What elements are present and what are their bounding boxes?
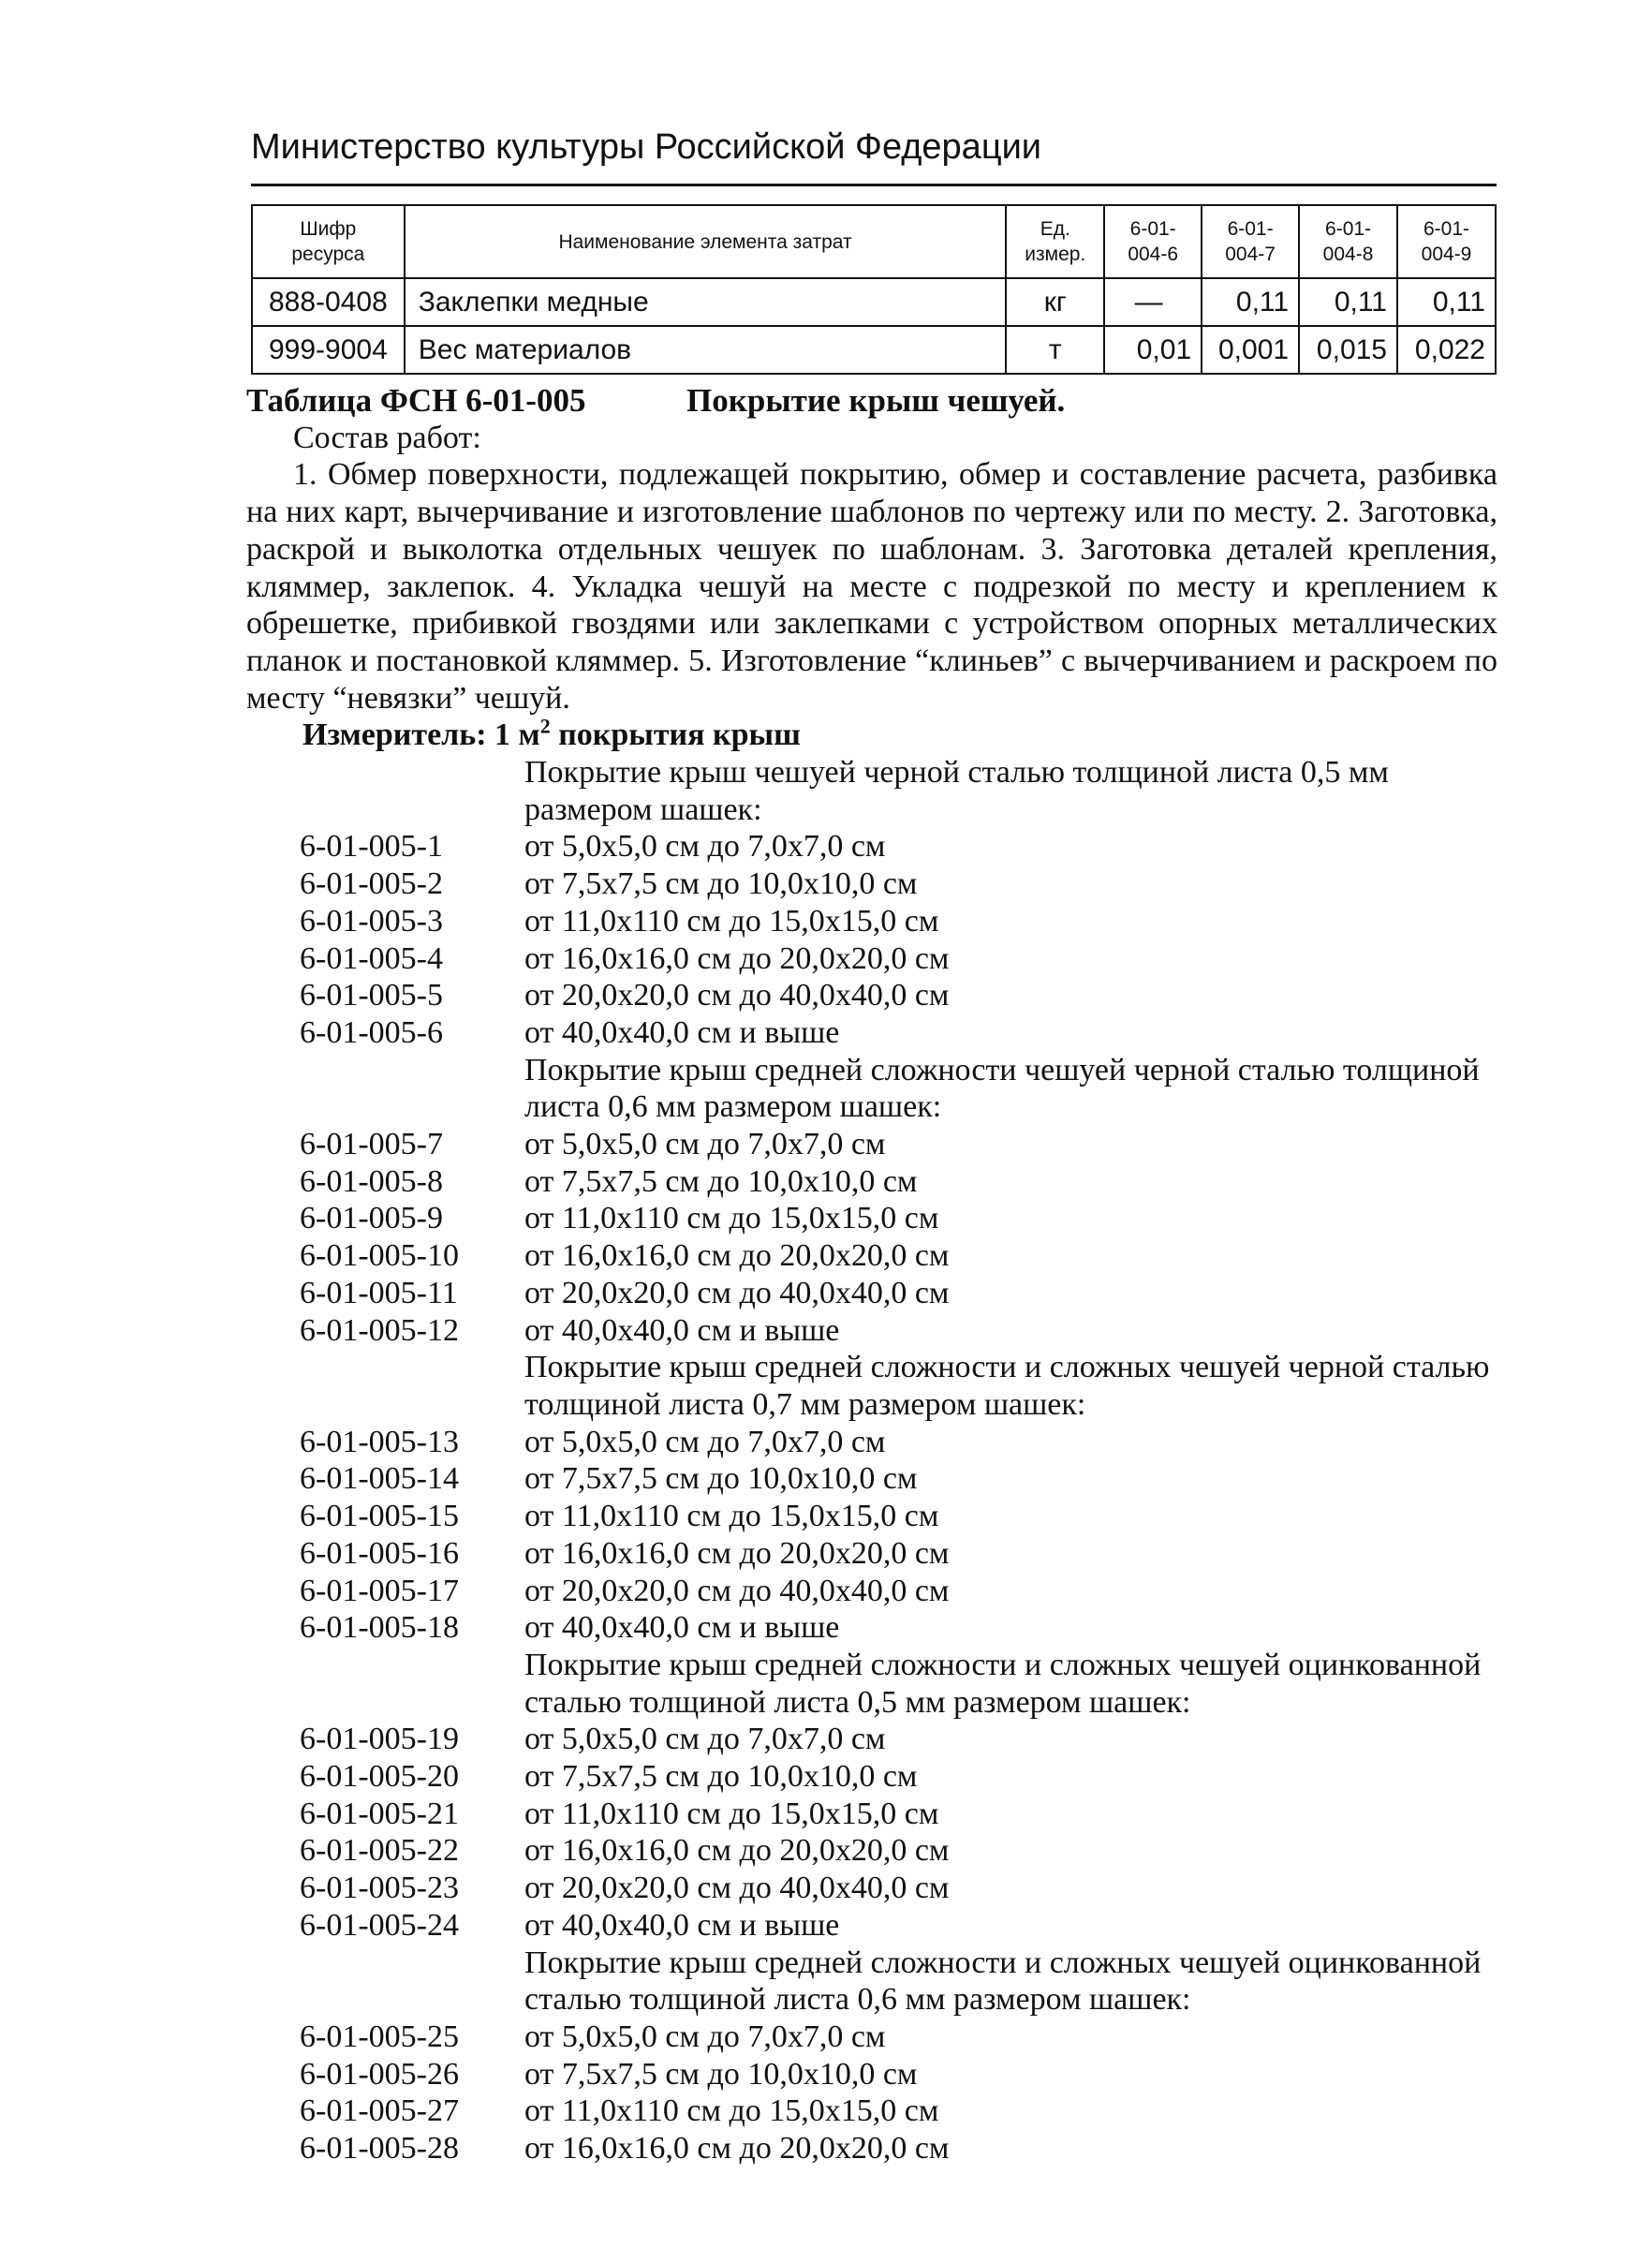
list-item [246,1870,1497,1907]
list-item [246,1200,1497,1237]
measure-prefix: Измеритель: 1 м [302,717,540,753]
group-title: Покрытие крыш средней сложности и сложных чешуей оцинкованной сталью толщиной листа 0,6 мм размером шашек: [524,1945,1482,2018]
rate-code: 6-01-005-11 [300,1275,458,1310]
rate-description: от 16,0x16,0 см до 20,0x20,0 см [524,2131,950,2167]
rate-code: 6-01-005-14 [300,1461,459,1497]
table-row [252,326,1496,374]
section-title: Покрытие крыш чешуей. [686,382,1066,419]
composition-label: Состав работ: [293,420,481,455]
resource-code: 888-0408 [252,278,405,326]
rate-description: от 11,0x110 см до 15,0x15,0 см [524,1201,939,1236]
header-rule [251,184,1497,186]
table-header-row [252,205,1496,278]
value-004-8: 0,015 [1299,326,1397,374]
col-header-code: Шифр ресурса [252,205,405,278]
rate-description: от 20,0x20,0 см до 40,0x40,0 см [524,1871,950,1906]
resource-table [251,204,1497,375]
measure-line [246,717,1497,754]
rate-description: от 11,0x110 см до 15,0x15,0 см [524,1499,939,1534]
page-header: Министерство культуры Российской Федерации [251,127,1042,167]
rate-code: 6-01-005-24 [300,1907,459,1943]
table-row [252,278,1496,326]
rate-description: от 7,5x7,5 см до 10,0x10,0 см [524,1163,918,1199]
rate-code: 6-01-005-8 [300,1163,443,1199]
resource-unit: т [1006,326,1104,374]
value-004-7: 0,001 [1202,326,1299,374]
list-item [246,1460,1497,1498]
resource-code: 999-9004 [252,326,405,374]
resource-name: Вес материалов [405,326,1007,374]
rate-code: 6-01-005-7 [300,1127,443,1162]
group-title: Покрытие крыш чешуей черной сталью толщиной листа 0,5 мм размером шашек: [524,755,1389,827]
col-header-name: Наименование элемента затрат [405,205,1007,278]
list-item [246,940,1497,978]
col-header-004-8: 6-01- 004-8 [1299,205,1397,278]
section-title-line [246,382,1497,420]
group-title: Покрытие крыш средней сложности чешуей черной сталью толщиной листа 0,6 мм размером шашек: [524,1052,1480,1125]
list-item [246,1498,1497,1535]
rate-code: 6-01-005-19 [300,1722,459,1757]
list-item [246,1758,1497,1796]
group-title: Покрытие крыш средней сложности и сложных чешуей оцинкованной сталью толщиной листа 0,5 мм размером шашек: [524,1647,1482,1720]
list-item [246,1832,1497,1870]
list-item [246,1535,1497,1573]
rate-description: от 20,0x20,0 см до 40,0x40,0 см [524,978,950,1013]
rate-description: от 7,5x7,5 см до 10,0x10,0 см [524,866,918,902]
rate-code: 6-01-005-10 [300,1238,459,1274]
rate-code: 6-01-005-21 [300,1796,459,1831]
rate-description: от 16,0x16,0 см до 20,0x20,0 см [524,1535,950,1571]
list-item [246,1424,1497,1461]
rate-code: 6-01-005-17 [300,1573,459,1608]
rate-code: 6-01-005-3 [300,903,443,939]
list-item [246,1721,1497,1758]
rate-code: 6-01-005-20 [300,1759,459,1795]
rate-description: от 11,0x110 см до 15,0x15,0 см [524,1796,939,1831]
rate-description: от 11,0x110 см до 15,0x15,0 см [524,903,939,939]
rate-code: 6-01-005-26 [300,2056,459,2092]
list-item [246,1907,1497,1945]
rate-code: 6-01-005-16 [300,1535,459,1571]
list-item [246,1014,1497,1052]
rate-code: 6-01-005-5 [300,978,443,1013]
rate-code: 6-01-005-4 [300,940,443,976]
list-item [246,1237,1497,1275]
rate-description: от 16,0x16,0 см до 20,0x20,0 см [524,940,950,976]
list-item [246,1573,1497,1610]
resource-name: Заклепки медные [405,278,1007,326]
list-item [246,903,1497,940]
rate-code: 6-01-005-28 [300,2131,459,2167]
list-item [246,828,1497,865]
rate-groups [246,754,1497,2167]
value-004-6: 0,01 [1104,326,1202,374]
resource-unit: кг [1006,278,1104,326]
value-004-6: — [1104,278,1202,326]
section-body [246,382,1497,2167]
measure-suffix: покрытия крыш [550,717,801,753]
rate-code: 6-01-005-12 [300,1312,459,1348]
list-item [246,977,1497,1014]
rate-description: от 40,0x40,0 см и выше [524,1312,840,1348]
group-title: Покрытие крыш средней сложности и сложных чешуей черной сталью толщиной листа 0,7 мм размером шашек: [524,1350,1490,1422]
list-item [246,2130,1497,2167]
list-item [246,1163,1497,1201]
rate-description: от 16,0x16,0 см до 20,0x20,0 см [524,1238,950,1274]
rate-code: 6-01-005-25 [300,2019,459,2054]
rate-description: от 20,0x20,0 см до 40,0x40,0 см [524,1275,950,1310]
rate-description: от 5,0x5,0 см до 7,0x7,0 см [524,1722,886,1757]
rate-code: 6-01-005-22 [300,1833,459,1869]
col-header-004-6: 6-01- 004-6 [1104,205,1202,278]
rate-code: 6-01-005-15 [300,1499,459,1534]
rate-description: от 40,0x40,0 см и выше [524,1014,840,1050]
rate-description: от 40,0x40,0 см и выше [524,1610,840,1646]
col-header-004-9: 6-01- 004-9 [1397,205,1496,278]
value-004-9: 0,11 [1397,278,1496,326]
list-item [246,1312,1497,1350]
rate-description: от 7,5x7,5 см до 10,0x10,0 см [524,2056,918,2092]
rate-description: от 5,0x5,0 см до 7,0x7,0 см [524,1127,886,1162]
list-item [246,865,1497,903]
rate-description: от 7,5x7,5 см до 10,0x10,0 см [524,1461,918,1497]
list-item [246,1609,1497,1647]
rate-description: от 5,0x5,0 см до 7,0x7,0 см [524,829,886,865]
rate-code: 6-01-005-23 [300,1871,459,1906]
rate-code: 6-01-005-27 [300,2093,459,2129]
rate-code: 6-01-005-6 [300,1014,443,1050]
list-item [246,1796,1497,1833]
rate-code: 6-01-005-1 [300,829,443,865]
list-item [246,1275,1497,1312]
rate-code: 6-01-005-13 [300,1424,459,1459]
rate-code: 6-01-005-9 [300,1201,443,1236]
value-004-9: 0,022 [1397,326,1496,374]
value-004-8: 0,11 [1299,278,1397,326]
list-item [246,1126,1497,1163]
composition-text: 1. Обмер поверхности, подлежащей покрытию, обмер и составление расчета, разбивка на них карт, вычерчивание и изготовление шаблонов по чертежу или по месту. 2. Заготовка, раскрой и выколотка отдельных чешуек по шаблонам. 3. Заготовка деталей крепления, кляммер, заклепок. 4. Укладка чешуй на месте с подрезкой по месту и креплением к обрешетке, прибивкой гвоздями или заклепками с устройством опорных металлических планок и постановкой кляммер. 5. Изготовление “клиньев” с вычерчиванием и раскроем по месту “невязки” чешуй. [246,457,1497,716]
table-id: Таблица ФСН 6-01-005 [246,382,586,419]
measure-sup: 2 [539,715,551,738]
col-header-004-7: 6-01- 004-7 [1202,205,1299,278]
list-item [246,2056,1497,2093]
rate-description: от 40,0x40,0 см и выше [524,1907,840,1943]
rate-code: 6-01-005-2 [300,866,443,902]
rate-description: от 5,0x5,0 см до 7,0x7,0 см [524,2019,886,2054]
rate-description: от 16,0x16,0 см до 20,0x20,0 см [524,1833,950,1869]
rate-description: от 7,5x7,5 см до 10,0x10,0 см [524,1759,918,1795]
rate-description: от 11,0x110 см до 15,0x15,0 см [524,2093,939,2129]
value-004-7: 0,11 [1202,278,1299,326]
rate-description: от 20,0x20,0 см до 40,0x40,0 см [524,1573,950,1608]
list-item [246,2093,1497,2130]
rate-description: от 5,0x5,0 см до 7,0x7,0 см [524,1424,886,1459]
rate-code: 6-01-005-18 [300,1610,459,1646]
col-header-unit: Ед. измер. [1006,205,1104,278]
list-item [246,2019,1497,2056]
